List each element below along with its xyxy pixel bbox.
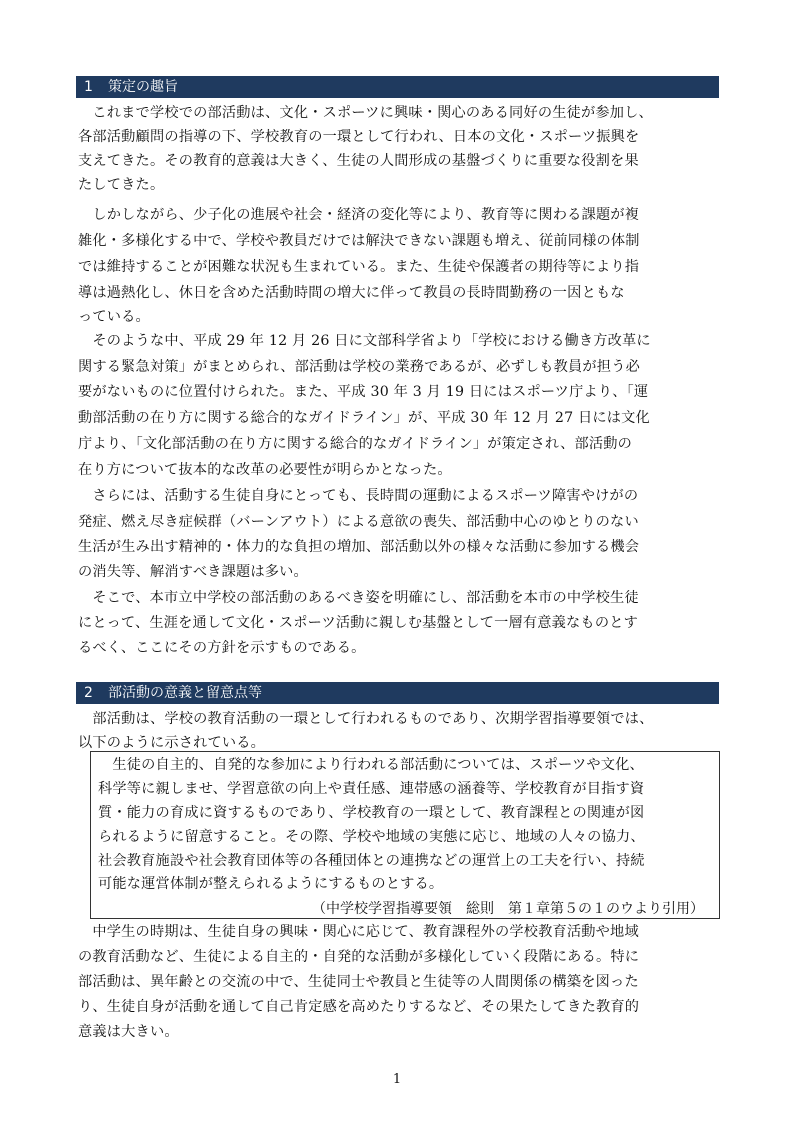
paragraph-line: では維持することが困難な状況も生まれている。また、生徒や保護者の期待等により指 xyxy=(78,259,640,275)
quote-line: 可能な運営体制が整えられるようにするものとする。 xyxy=(98,876,444,892)
paragraph-line: 部活動は、学校の教育活動の一環として行われるものであり、次期学習指導要領では、 xyxy=(78,711,654,727)
paragraph-line: これまで学校での部活動は、文化・スポーツに興味・関心のある同好の生徒が参加し、 xyxy=(78,105,653,121)
paragraph-line: 在り方について抜本的な改革の必要性が明らかとなった。 xyxy=(78,462,452,478)
paragraph-line: 以下のように示されている。 xyxy=(78,735,266,751)
paragraph-line: の消失等、解消すべき課題は多い。 xyxy=(78,564,308,580)
quote-line: 社会教育施設や社会教育団体等の各種団体との連携などの運営上の工夫を行い、持続 xyxy=(98,853,645,869)
paragraph-line: 導は過熱化し、休日を含めた活動時間の増大に伴って教員の長時間勤務の一因ともな xyxy=(78,285,625,301)
quote-line: 質・能力の育成に資するものであり、学校教育の一環として、教育課程との関連が図 xyxy=(98,805,645,821)
section-number: 1 xyxy=(84,79,93,95)
paragraph-line: たしてきた。 xyxy=(78,177,165,193)
section-title: 部活動の意義と留意点等 xyxy=(108,685,262,701)
section-1-heading xyxy=(76,76,719,98)
paragraph-line: るべく、ここにその方針を示すものである。 xyxy=(78,640,366,656)
section-2-heading xyxy=(76,682,719,704)
paragraph-line: の教育活動など、生徒による自主的・自発的な活動が多様化していく段階にある。特に xyxy=(78,949,640,965)
paragraph-line: っている。 xyxy=(78,309,150,325)
quote-line: 科学等に親しませ、学習意欲の向上や責任感、連帯感の涵養等、学校教育が目指す資 xyxy=(98,781,645,797)
paragraph-line: 各部活動顧問の指導の下、学校教育の一環として行われ、日本の文化・スポーツ振興を xyxy=(78,129,640,145)
paragraph-line: 動部活動の在り方に関する総合的なガイドライン」が、平成 30 年 12 月 27 日には文化 xyxy=(78,410,650,426)
paragraph-line: 要がないものに位置付けられた。また、平成 30 年 3 月 19 日にはスポーツ庁より、「運 xyxy=(78,384,649,400)
quote-line: 生徒の自主的、自発的な参加により行われる部活動については、スポーツや文化、 xyxy=(98,757,644,773)
paragraph-line: 意義は大きい。 xyxy=(78,1024,179,1040)
paragraph-line: 雑化・多様化する中で、学校や教員だけでは解決できない課題も増え、従前同様の体制 xyxy=(78,233,640,249)
paragraph-line: 中学生の時期は、生徒自身の興味・関心に応じて、教育課程外の学校教育活動や地域 xyxy=(78,924,639,940)
paragraph-line: さらには、活動する生徒自身にとっても、長時間の運動によるスポーツ障害やけがの xyxy=(78,488,639,504)
page-number: 1 xyxy=(392,1072,402,1087)
paragraph-line: り、生徒自身が活動を通して自己肯定感を高めたりするなど、その果たしてきた教育的 xyxy=(78,999,640,1015)
paragraph-line: 部活動は、異年齢との交流の中で、生徒同士や教員と生徒等の人間関係の構築を図った xyxy=(78,974,639,990)
paragraph-line: 支えてきた。その教育的意義は大きく、生徒の人間形成の基盤づくりに重要な役割を果 xyxy=(78,153,639,169)
section-title: 策定の趣旨 xyxy=(108,79,178,95)
paragraph-line: 庁より、「文化部活動の在り方に関する総合的なガイドライン」が策定され、部活動の xyxy=(78,436,633,452)
paragraph-line: 生活が生み出す精神的・体力的な負担の増加、部活動以外の様々な活動に参加する機会 xyxy=(78,539,640,555)
paragraph-line: 発症、燃え尽き症候群（バーンアウト）による意欲の喪失、部活動中心のゆとりのない xyxy=(78,514,639,530)
quote-line: られるように留意すること。その際、学校や地域の実態に応じ、地域の人々の協力、 xyxy=(98,829,645,845)
paragraph-line: にとって、生涯を通して文化・スポーツ活動に親しむ基盤として一層有意義なものとす xyxy=(78,615,638,631)
quote-source: （中学校学習指導要領 総則 第１章第５の１のウより引用） xyxy=(312,901,704,917)
section-number: 2 xyxy=(84,685,93,701)
paragraph-line: しかしながら、少子化の進展や社会・経済の変化等により、教育等に関わる課題が複 xyxy=(78,207,640,223)
paragraph-line: そこで、本市立中学校の部活動のあるべき姿を明確にし、部活動を本市の中学校生徒 xyxy=(78,590,639,606)
paragraph-line: そのような中、平成 29 年 12 月 26 日に文部科学省より「学校における働き方改革に xyxy=(78,333,651,349)
paragraph-line: 関する緊急対策」がまとめられ、部活動は学校の業務であるが、必ずしも教員が担う必 xyxy=(78,359,640,375)
